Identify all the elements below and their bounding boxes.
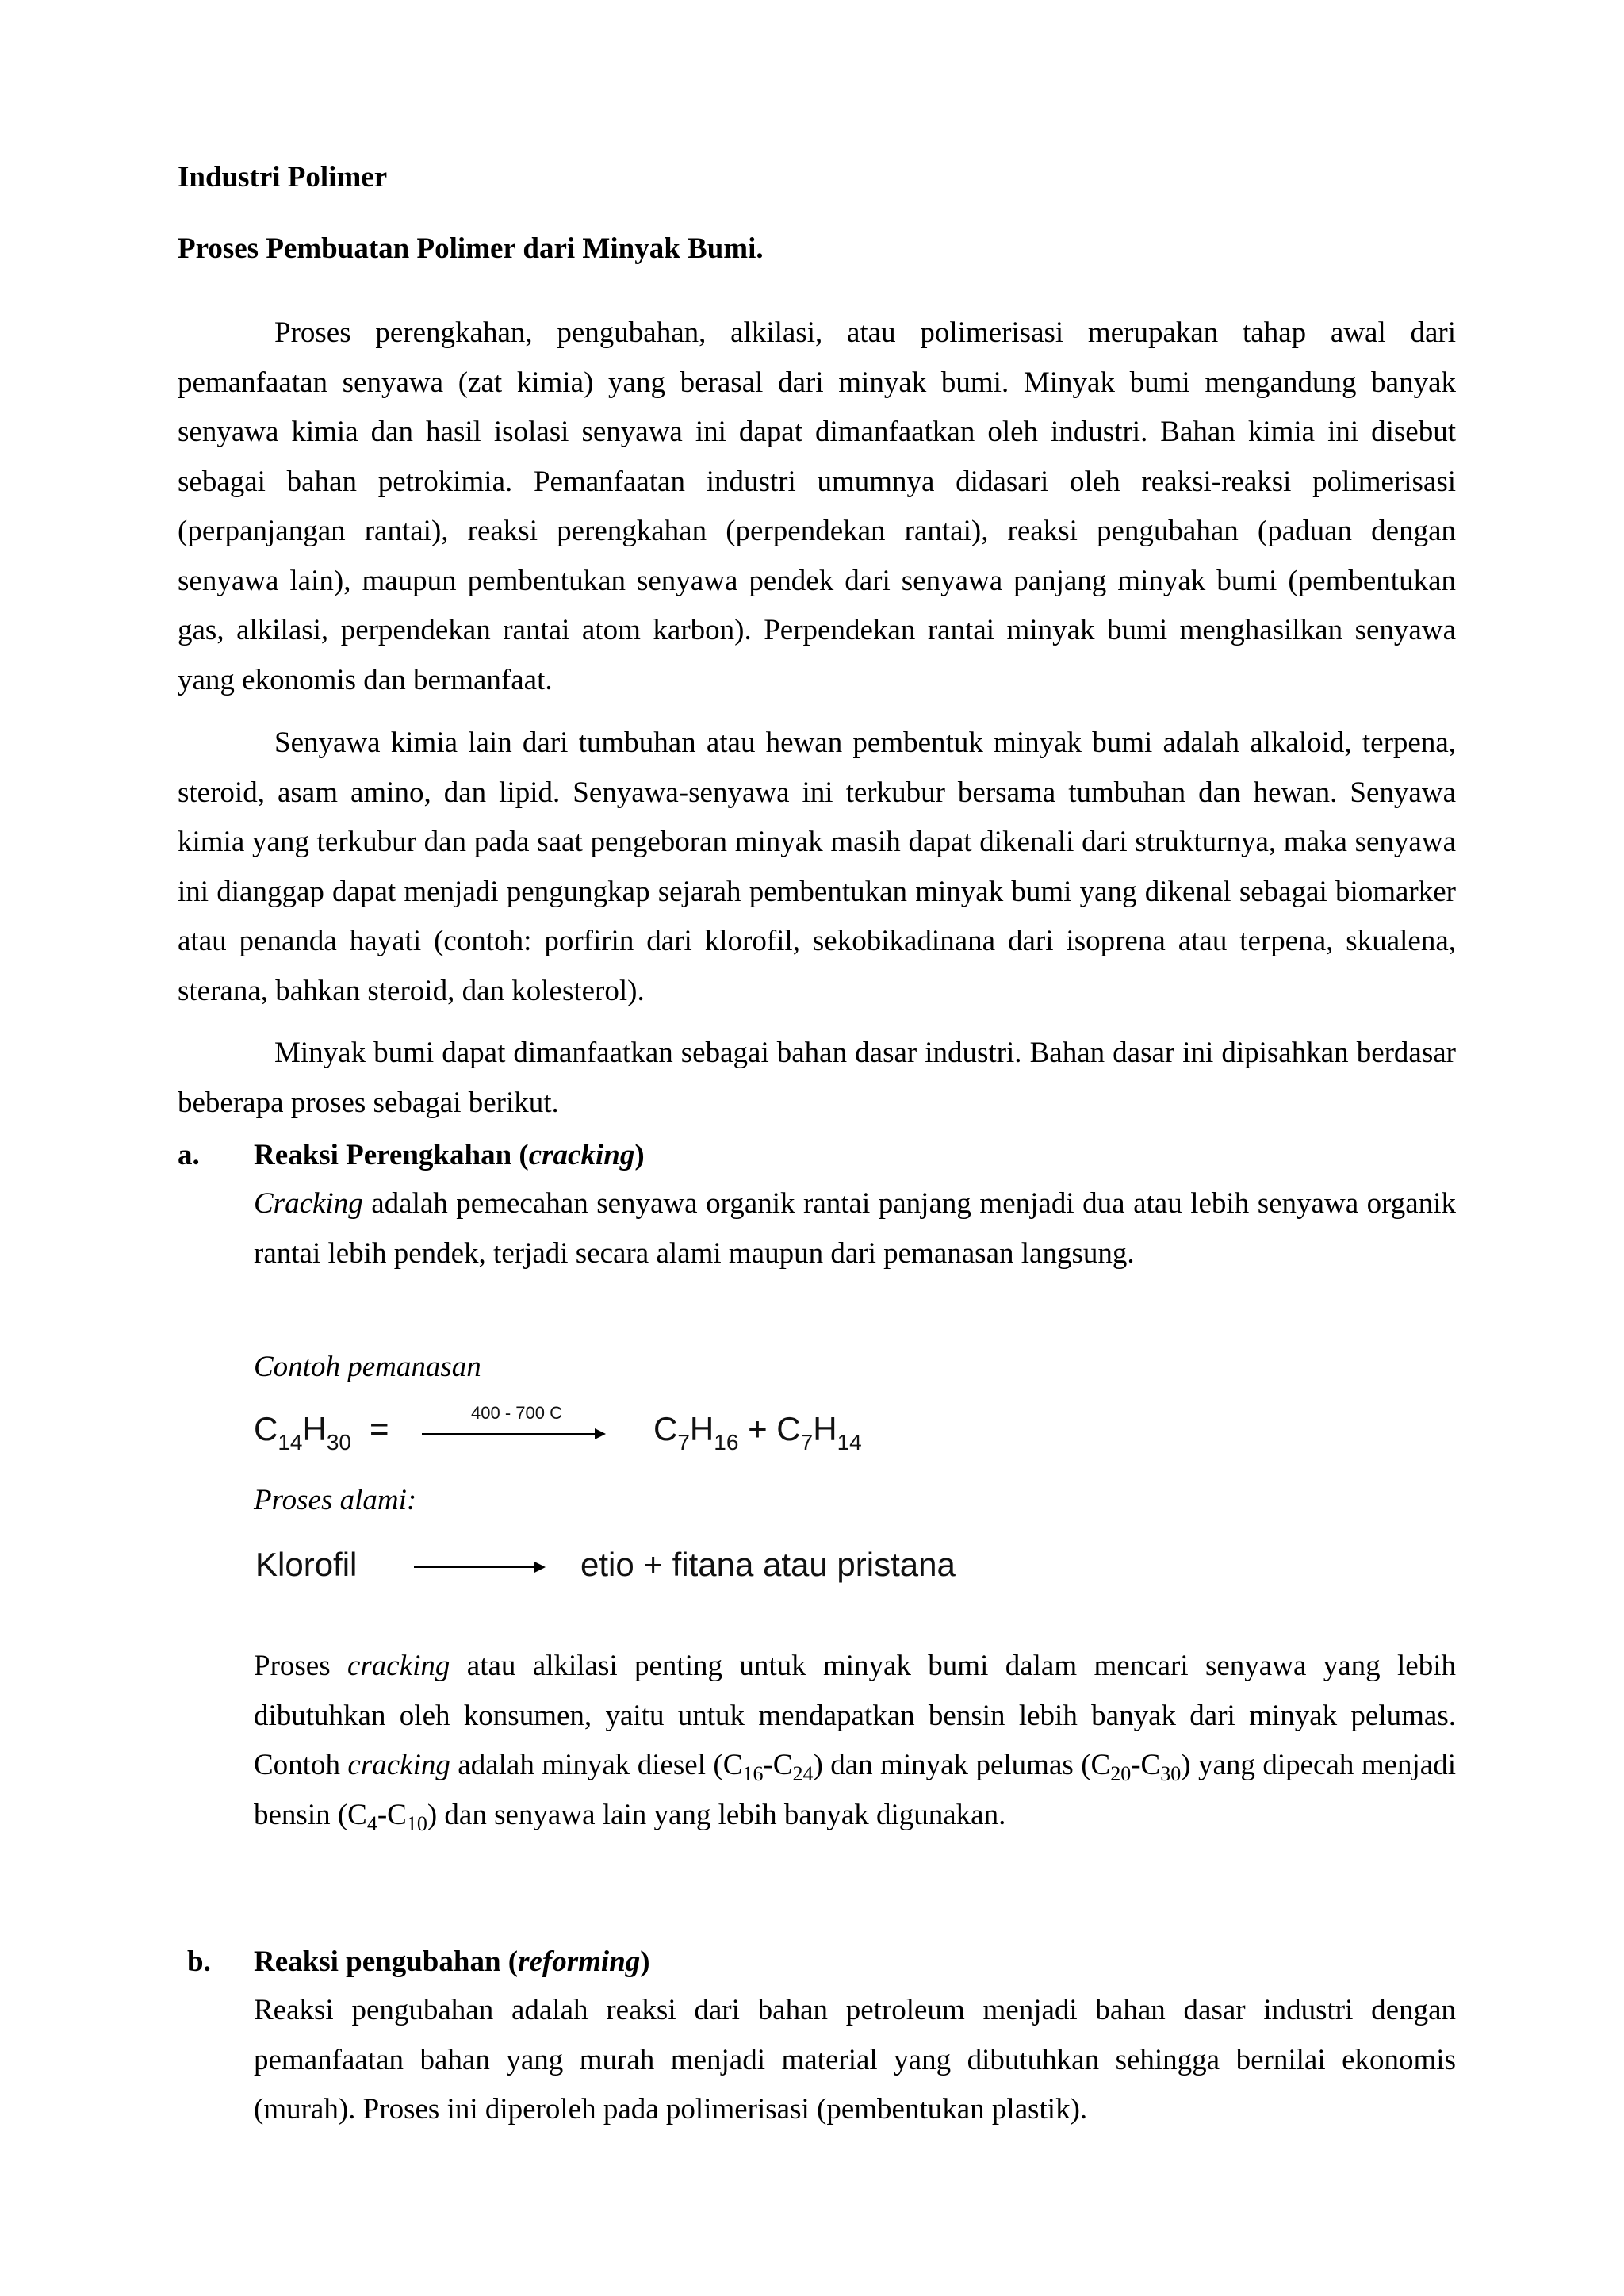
natural-reaction-arrow xyxy=(414,1566,544,1568)
document-subtitle: Proses Pembuatan Polimer dari Minyak Bumi. xyxy=(178,232,764,265)
section-b-heading: Reaksi pengubahan (reforming) xyxy=(254,1945,650,1978)
natural-products: etio + fitana atau pristana xyxy=(580,1546,956,1583)
natural-reactant: Klorofil xyxy=(255,1546,358,1583)
section-b-marker: b. xyxy=(187,1945,211,1978)
reforming-definition: Reaksi pengubahan adalah reaksi dari bahan petroleum menjadi bahan dasar industri dengan pemanfaatan bahan yang murah menjadi material yang dibutuhkan sehingga bernilai ekonomis (murah). Proses ini diperoleh pada polimerisasi (pembentukan plastik). xyxy=(254,1994,1456,2125)
cracking-term: Cracking xyxy=(254,1187,363,1220)
biomarker-paragraph: Senyawa kimia lain dari tumbuhan atau hewan pembentuk minyak bumi adalah alkaloid, terpena, steroid, asam amino, dan lipid. Senyawa-senyawa ini terkubur bersama tumbuhan dan hewan. Senyawa kimia yang terkubur dan pada saat pengeboran minyak masih dapat dikenali dari strukturnya, maka senyawa ini dianggap dapat menjadi pengungkap sejarah pembentukan minyak bumi yang dikenal sebagai biomarker atau penanda hayati (contoh: porfirin dari klorofil, sekobikadinana dari isoprena atau terpena, skualena, sterana, bahkan steroid, dan kolesterol). xyxy=(178,726,1456,1007)
section-a-marker: a. xyxy=(178,1139,200,1171)
document-title: Industri Polimer xyxy=(178,161,388,194)
cracking-application-paragraph: Proses cracking atau alkilasi penting untuk minyak bumi dalam mencari senyawa yang lebih dibutuhkan oleh konsumen, yaitu untuk mendapatkan bensin lebih banyak dari minyak pelumas. Contoh cracking adalah minyak diesel $(C_{16}-C_{24})$ dan minyak pelumas $(C_{20}-C_{30})$ yang dipecah menjadi bensin $(C_4-C_{10})$ dan senyawa lain yang lebih banyak digunakan. xyxy=(254,1650,1456,1835)
cracking-definition: Cracking adalah pemecahan senyawa organik rantai panjang menjadi dua atau lebih senyawa organik rantai lebih pendek, terjadi secara alami maupun dari pemanasan langsung. xyxy=(254,1187,1456,1270)
equation-products: $C_7H_{16} + C_7H_{14}$ xyxy=(653,1410,862,1455)
heating-example-label: Contoh pemanasan xyxy=(254,1351,481,1383)
equation-equals: = xyxy=(370,1410,389,1447)
intro-paragraph: Proses perengkahan, pengubahan, alkilasi, atau polimerisasi merupakan tahap awal dari pemanfaatan senyawa (zat kimia) yang berasal dari minyak bumi. Minyak bumi mengandung banyak senyawa kimia dan hasil isolasi senyawa ini dapat dimanfaatkan oleh industri. Bahan kimia ini disebut sebagai bahan petrokimia. Pemanfaatan industri umumnya didasari oleh reaksi-reaksi polimerisasi (perpanjangan rantai), reaksi perengkahan (perpendekan rantai), reaksi pengubahan (paduan dengan senyawa lain), maupun pembentukan senyawa pendek dari senyawa panjang minyak bumi (pembentukan gas, alkilasi, perpendekan rantai atom karbon). Perpendekan rantai minyak bumi menghasilkan senyawa yang ekonomis dan bermanfaat. xyxy=(178,316,1456,696)
temperature-condition: 400 - 700 C xyxy=(471,1403,562,1423)
equation-reactant: $C_{14}H_{30}$ xyxy=(254,1410,351,1455)
reaction-arrow xyxy=(422,1433,604,1435)
process-intro-paragraph: Minyak bumi dapat dimanfaatkan sebagai bahan dasar industri. Bahan dasar ini dipisahkan berdasar beberapa proses sebagai berikut. xyxy=(178,1037,1456,1119)
natural-process-label: Proses alami: xyxy=(254,1484,417,1516)
section-a-heading: Reaksi Perengkahan (cracking) xyxy=(254,1139,645,1171)
